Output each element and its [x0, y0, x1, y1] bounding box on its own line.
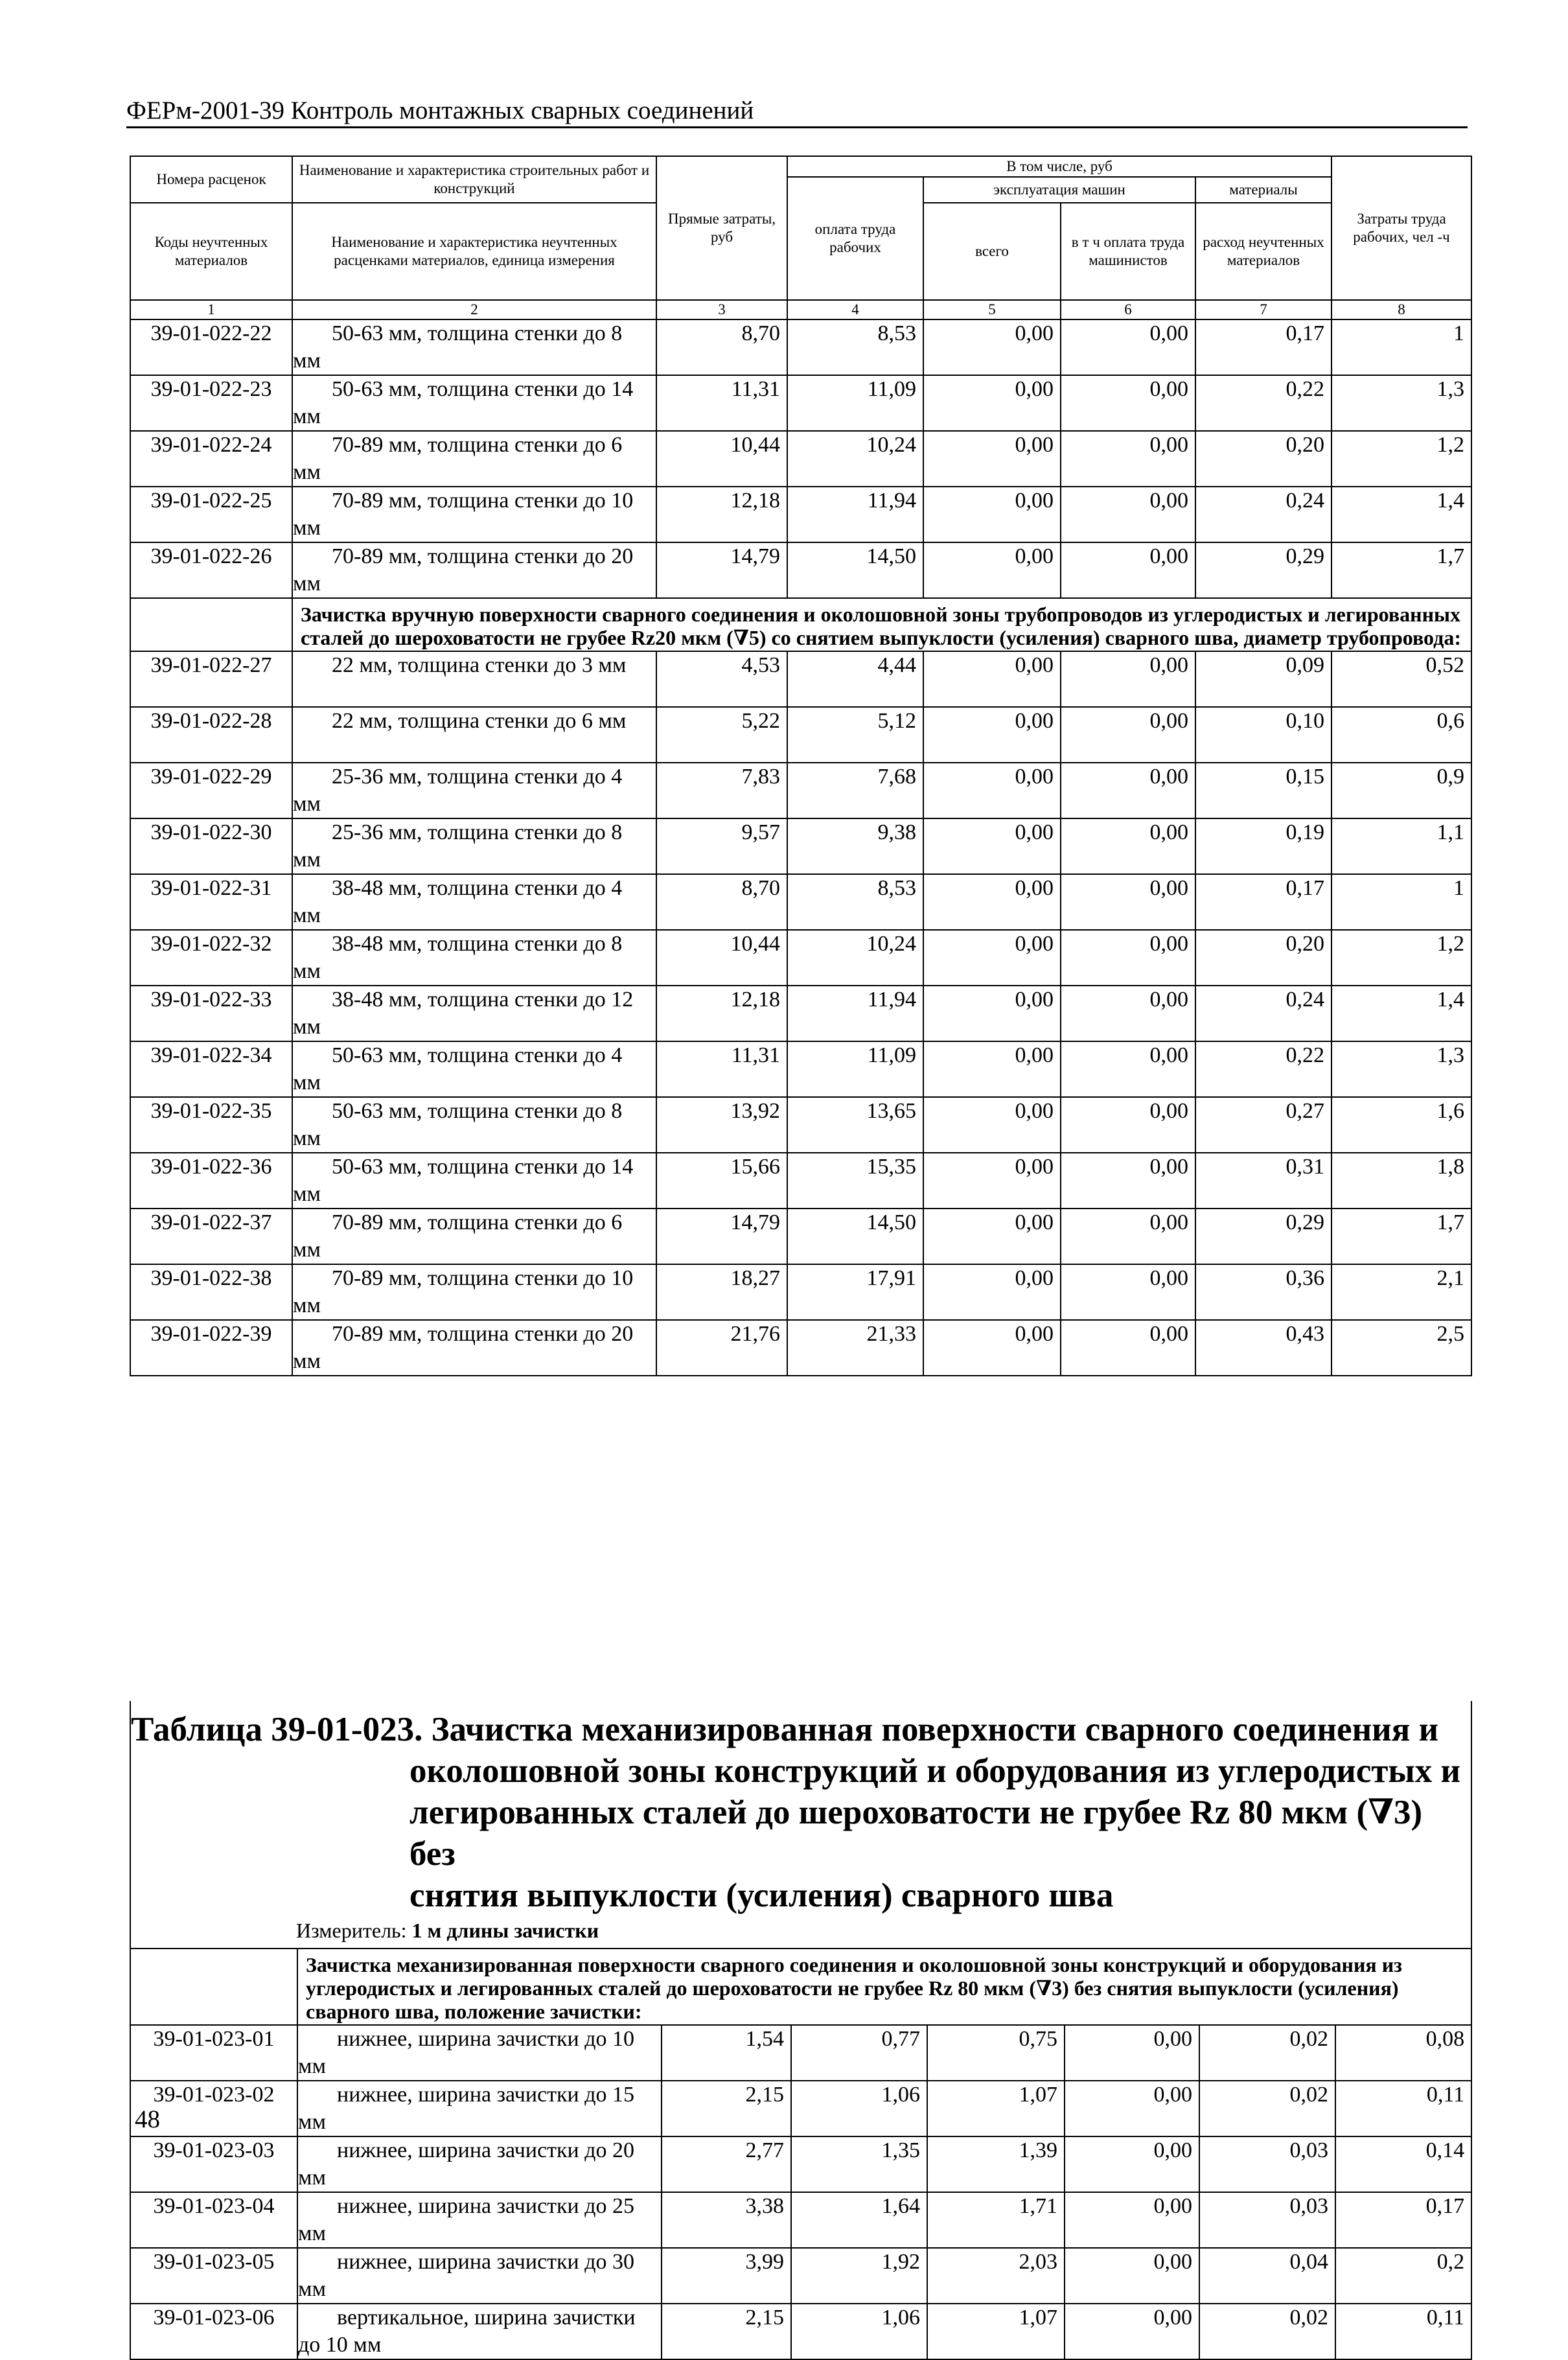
rate-code: 39-01-022-39	[130, 1320, 292, 1376]
col-header-rate-numbers: Номера расценок	[130, 156, 292, 203]
col-header-including: В том числе, руб	[787, 156, 1332, 177]
machine-total-value: 0,00	[923, 1320, 1061, 1376]
labor-costs-value: 2,1	[1332, 1264, 1471, 1320]
work-description: 70-89 мм, толщина стенки до 10 мм	[292, 1264, 656, 1320]
table-title-line: околошовной зоны конструкций и оборудования из углеродистых и	[409, 1752, 1461, 1790]
table-row	[130, 707, 1471, 763]
materials-value: 0,03	[1199, 2192, 1335, 2248]
work-description: нижнее, ширина зачистки до 15 мм	[297, 2081, 662, 2136]
direct-costs-value: 8,70	[656, 319, 787, 375]
table-row	[130, 2248, 1471, 2304]
table-row	[130, 651, 1471, 707]
machine-total-value: 0,00	[923, 651, 1061, 707]
materials-value: 0,20	[1195, 431, 1332, 487]
direct-costs-value: 12,18	[656, 986, 787, 1041]
materials-value: 0,27	[1195, 1097, 1332, 1153]
labor-costs-value: 0,11	[1335, 2304, 1471, 2359]
direct-costs-value: 5,22	[656, 707, 787, 763]
machine-total-value: 0,00	[923, 1264, 1061, 1320]
work-description: 38-48 мм, толщина стенки до 4 мм	[292, 874, 656, 930]
worker-pay-value: 7,68	[787, 763, 923, 818]
machinist-pay-value: 0,00	[1065, 2136, 1199, 2192]
machinist-pay-value: 0,00	[1061, 1320, 1195, 1376]
worker-pay-value: 1,92	[791, 2248, 927, 2304]
direct-costs-value: 4,53	[656, 651, 787, 707]
labor-costs-value: 0,14	[1335, 2136, 1471, 2192]
machine-total-value: 1,39	[927, 2136, 1065, 2192]
worker-pay-value: 1,64	[791, 2192, 927, 2248]
machinist-pay-value: 0,00	[1061, 1097, 1195, 1153]
work-description: 38-48 мм, толщина стенки до 8 мм	[292, 930, 656, 986]
worker-pay-value: 9,38	[787, 818, 923, 874]
work-description: 70-89 мм, толщина стенки до 6 мм	[292, 1209, 656, 1264]
materials-value: 0,24	[1195, 487, 1332, 542]
column-number: 1	[130, 300, 292, 319]
rate-code: 39-01-022-36	[130, 1153, 292, 1209]
machinist-pay-value: 0,00	[1065, 2304, 1199, 2359]
worker-pay-value: 1,06	[791, 2304, 927, 2359]
col-header-work-name: Наименование и характеристика строительных работ и конструкций	[292, 156, 656, 203]
table-row	[130, 431, 1471, 487]
work-description: 70-89 мм, толщина стенки до 6 мм	[292, 431, 656, 487]
work-description: 70-89 мм, толщина стенки до 20 мм	[292, 1320, 656, 1376]
direct-costs-value: 12,18	[656, 487, 787, 542]
labor-costs-value: 1,2	[1332, 431, 1471, 487]
labor-costs-value: 0,08	[1335, 2025, 1471, 2081]
col-header-material-codes: Коды неучтенных материалов	[130, 203, 292, 300]
machine-total-value: 0,00	[923, 375, 1061, 431]
machinist-pay-value: 0,00	[1061, 651, 1195, 707]
table-row	[130, 763, 1471, 818]
labor-costs-value: 1,7	[1332, 1209, 1471, 1264]
materials-value: 0,22	[1195, 1041, 1332, 1097]
table-row	[130, 1041, 1471, 1097]
materials-value: 0,09	[1195, 651, 1332, 707]
work-description: вертикальное, ширина зачистки до 10 мм	[297, 2304, 662, 2359]
work-description: 50-63 мм, толщина стенки до 8 мм	[292, 1097, 656, 1153]
machinist-pay-value: 0,00	[1061, 818, 1195, 874]
work-description: 25-36 мм, толщина стенки до 8 мм	[292, 818, 656, 874]
work-description: 50-63 мм, толщина стенки до 14 мм	[292, 1153, 656, 1209]
table-row	[130, 319, 1471, 375]
rate-code: 39-01-022-32	[130, 930, 292, 986]
labor-costs-value: 1,2	[1332, 930, 1471, 986]
machine-total-value: 0,75	[927, 2025, 1065, 2081]
machinist-pay-value: 0,00	[1061, 986, 1195, 1041]
column-number: 3	[656, 300, 787, 319]
col-header-material-name: Наименование и характеристика неучтенных расценками материалов, единица измерения	[292, 203, 656, 300]
col-header-worker-pay: оплата труда рабочих	[787, 177, 923, 300]
work-description: 70-89 мм, толщина стенки до 20 мм	[292, 542, 656, 598]
table-row	[130, 2304, 1471, 2359]
direct-costs-value: 10,44	[656, 431, 787, 487]
worker-pay-value: 1,06	[791, 2081, 927, 2136]
rate-code: 39-01-023-05	[130, 2248, 297, 2304]
col-header-material-usage: расход неучтенных материалов	[1195, 203, 1332, 300]
work-description: 22 мм, толщина стенки до 3 мм	[292, 651, 656, 707]
machinist-pay-value: 0,00	[1061, 930, 1195, 986]
direct-costs-value: 2,77	[662, 2136, 791, 2192]
section-row	[130, 598, 1471, 651]
machine-total-value: 0,00	[923, 431, 1061, 487]
worker-pay-value: 0,77	[791, 2025, 927, 2081]
table-row	[130, 874, 1471, 930]
rate-code: 39-01-022-26	[130, 542, 292, 598]
work-description: нижнее, ширина зачистки до 20 мм	[297, 2136, 662, 2192]
machinist-pay-value: 0,00	[1065, 2025, 1199, 2081]
machine-total-value: 0,00	[923, 874, 1061, 930]
worker-pay-value: 4,44	[787, 651, 923, 707]
materials-value: 0,02	[1199, 2081, 1335, 2136]
machinist-pay-value: 0,00	[1061, 375, 1195, 431]
table-title-line: Таблица 39-01-023. Зачистка механизированная поверхности сварного соединения и	[131, 1711, 1439, 1748]
rate-code: 39-01-022-28	[130, 707, 292, 763]
table-title-line: снятия выпуклости (усиления) сварного шва	[409, 1877, 1114, 1914]
direct-costs-value: 3,99	[662, 2248, 791, 2304]
rate-code: 39-01-022-29	[130, 763, 292, 818]
col-header-machine-total: всего	[923, 203, 1061, 300]
labor-costs-value: 1,1	[1332, 818, 1471, 874]
labor-costs-value: 1,6	[1332, 1097, 1471, 1153]
direct-costs-value: 9,57	[656, 818, 787, 874]
machine-total-value: 0,00	[923, 1209, 1061, 1264]
machine-total-value: 0,00	[923, 487, 1061, 542]
page-header-title: ФЕРм-2001-39 Контроль монтажных сварных соединений	[126, 96, 1468, 128]
rate-code: 39-01-022-23	[130, 375, 292, 431]
machinist-pay-value: 0,00	[1065, 2192, 1199, 2248]
machine-total-value: 0,00	[923, 319, 1061, 375]
labor-costs-value: 0,9	[1332, 763, 1471, 818]
direct-costs-value: 15,66	[656, 1153, 787, 1209]
work-description: нижнее, ширина зачистки до 30 мм	[297, 2248, 662, 2304]
rates-table-023	[130, 1701, 1472, 2360]
worker-pay-value: 10,24	[787, 431, 923, 487]
work-description: нижнее, ширина зачистки до 10 мм	[297, 2025, 662, 2081]
work-description: 50-63 мм, толщина стенки до 4 мм	[292, 1041, 656, 1097]
work-description: 38-48 мм, толщина стенки до 12 мм	[292, 986, 656, 1041]
materials-value: 0,31	[1195, 1153, 1332, 1209]
worker-pay-value: 8,53	[787, 319, 923, 375]
machinist-pay-value: 0,00	[1061, 707, 1195, 763]
machinist-pay-value: 0,00	[1061, 1153, 1195, 1209]
work-description: нижнее, ширина зачистки до 25 мм	[297, 2192, 662, 2248]
section-label: Зачистка вручную поверхности сварного соединения и околошовной зоны трубопроводов из углеродистых и легированных сталей до шероховатости не грубее Rz20 мкм (∇5) со снятием выпуклости (усиления) сварного шва, диаметр трубопровода:	[292, 598, 1471, 651]
table-row	[130, 930, 1471, 986]
table-row	[130, 1153, 1471, 1209]
machinist-pay-value: 0,00	[1061, 542, 1195, 598]
machinist-pay-value: 0,00	[1061, 1264, 1195, 1320]
table-row	[130, 1209, 1471, 1264]
worker-pay-value: 13,65	[787, 1097, 923, 1153]
labor-costs-value: 1,3	[1332, 375, 1471, 431]
rate-code: 39-01-023-03	[130, 2136, 297, 2192]
machinist-pay-value: 0,00	[1061, 1209, 1195, 1264]
rate-code: 39-01-022-25	[130, 487, 292, 542]
labor-costs-value: 1,3	[1332, 1041, 1471, 1097]
table-row	[130, 2081, 1471, 2136]
work-description: 70-89 мм, толщина стенки до 10 мм	[292, 487, 656, 542]
labor-costs-value: 1	[1332, 319, 1471, 375]
labor-costs-value: 1,7	[1332, 542, 1471, 598]
worker-pay-value: 5,12	[787, 707, 923, 763]
table-row	[130, 1097, 1471, 1153]
machine-total-value: 0,00	[923, 818, 1061, 874]
rate-code: 39-01-023-01	[130, 2025, 297, 2081]
rate-code: 39-01-022-34	[130, 1041, 292, 1097]
table-row	[130, 1320, 1471, 1376]
direct-costs-value: 11,31	[656, 1041, 787, 1097]
column-number: 4	[787, 300, 923, 319]
machinist-pay-value: 0,00	[1061, 763, 1195, 818]
materials-value: 0,22	[1195, 375, 1332, 431]
machine-total-value: 0,00	[923, 763, 1061, 818]
worker-pay-value: 14,50	[787, 1209, 923, 1264]
direct-costs-value: 21,76	[656, 1320, 787, 1376]
table-row	[130, 986, 1471, 1041]
work-description: 25-36 мм, толщина стенки до 4 мм	[292, 763, 656, 818]
worker-pay-value: 11,94	[787, 487, 923, 542]
machine-total-value: 0,00	[923, 707, 1061, 763]
machine-total-value: 0,00	[923, 542, 1061, 598]
rate-code: 39-01-022-33	[130, 986, 292, 1041]
rate-code: 39-01-022-38	[130, 1264, 292, 1320]
labor-costs-value: 1,4	[1332, 986, 1471, 1041]
labor-costs-value: 1	[1332, 874, 1471, 930]
work-description: 50-63 мм, толщина стенки до 8 мм	[292, 319, 656, 375]
worker-pay-value: 11,09	[787, 1041, 923, 1097]
col-header-machine-operation: эксплуатация машин	[923, 177, 1195, 203]
materials-value: 0,02	[1199, 2304, 1335, 2359]
labor-costs-value: 2,5	[1332, 1320, 1471, 1376]
machine-total-value: 1,71	[927, 2192, 1065, 2248]
col-header-labor-costs: Затраты труда рабочих, чел -ч	[1332, 156, 1471, 300]
materials-value: 0,03	[1199, 2136, 1335, 2192]
materials-value: 0,24	[1195, 986, 1332, 1041]
materials-value: 0,17	[1195, 319, 1332, 375]
table-row	[130, 487, 1471, 542]
direct-costs-value: 2,15	[662, 2304, 791, 2359]
column-number: 6	[1061, 300, 1195, 319]
machinist-pay-value: 0,00	[1065, 2081, 1199, 2136]
materials-value: 0,02	[1199, 2025, 1335, 2081]
materials-value: 0,43	[1195, 1320, 1332, 1376]
measure-unit	[131, 1919, 1471, 1948]
col-header-machinist-pay: в т ч оплата труда машинистов	[1061, 203, 1195, 300]
page-number: 48	[135, 2105, 160, 2133]
table-row	[130, 542, 1471, 598]
labor-costs-value: 1,4	[1332, 487, 1471, 542]
direct-costs-value: 3,38	[662, 2192, 791, 2248]
worker-pay-value: 21,33	[787, 1320, 923, 1376]
labor-costs-value: 1,8	[1332, 1153, 1471, 1209]
machine-total-value: 2,03	[927, 2248, 1065, 2304]
labor-costs-value: 0,2	[1335, 2248, 1471, 2304]
materials-value: 0,29	[1195, 1209, 1332, 1264]
machine-total-value: 1,07	[927, 2081, 1065, 2136]
materials-value: 0,15	[1195, 763, 1332, 818]
measure-value: 1 м длины зачистки	[411, 1919, 599, 1942]
direct-costs-value: 8,70	[656, 874, 787, 930]
direct-costs-value: 10,44	[656, 930, 787, 986]
direct-costs-value: 14,79	[656, 1209, 787, 1264]
rate-code: 39-01-023-02	[130, 2081, 297, 2136]
table-title	[131, 1701, 1471, 1919]
direct-costs-value: 14,79	[656, 542, 787, 598]
table-title-line: легированных сталей до шероховатости не грубее Rz 80 мкм (∇3) без	[409, 1794, 1423, 1873]
section-row	[130, 1949, 1471, 2025]
column-number: 8	[1332, 300, 1471, 319]
labor-costs-value: 0,17	[1335, 2192, 1471, 2248]
worker-pay-value: 11,09	[787, 375, 923, 431]
worker-pay-value: 11,94	[787, 986, 923, 1041]
rate-code: 39-01-023-06	[130, 2304, 297, 2359]
direct-costs-value: 18,27	[656, 1264, 787, 1320]
labor-costs-value: 0,52	[1332, 651, 1471, 707]
machinist-pay-value: 0,00	[1061, 487, 1195, 542]
measure-label: Измеритель:	[296, 1919, 407, 1942]
rate-code: 39-01-022-24	[130, 431, 292, 487]
rates-table-022	[130, 156, 1472, 1376]
worker-pay-value: 17,91	[787, 1264, 923, 1320]
machinist-pay-value: 0,00	[1061, 431, 1195, 487]
materials-value: 0,04	[1199, 2248, 1335, 2304]
rate-code: 39-01-022-37	[130, 1209, 292, 1264]
machine-total-value: 0,00	[923, 930, 1061, 986]
machine-total-value: 0,00	[923, 1041, 1061, 1097]
rate-code: 39-01-022-27	[130, 651, 292, 707]
section-label: Зачистка механизированная поверхности сварного соединения и околошовной зоны конструкций и оборудования из углеродистых и легированных сталей до шероховатости не грубее Rz 80 мкм (∇3) без снятия выпуклости (усиления) сварного шва, положение зачистки:	[297, 1949, 1471, 2025]
table-row	[130, 818, 1471, 874]
column-number: 5	[923, 300, 1061, 319]
worker-pay-value: 10,24	[787, 930, 923, 986]
work-description: 22 мм, толщина стенки до 6 мм	[292, 707, 656, 763]
direct-costs-value: 1,54	[662, 2025, 791, 2081]
direct-costs-value: 2,15	[662, 2081, 791, 2136]
worker-pay-value: 14,50	[787, 542, 923, 598]
table-row	[130, 2136, 1471, 2192]
labor-costs-value: 0,6	[1332, 707, 1471, 763]
table-row	[130, 2192, 1471, 2248]
direct-costs-value: 11,31	[656, 375, 787, 431]
rate-code: 39-01-022-31	[130, 874, 292, 930]
work-description: 50-63 мм, толщина стенки до 14 мм	[292, 375, 656, 431]
worker-pay-value: 15,35	[787, 1153, 923, 1209]
table-row	[130, 375, 1471, 431]
machine-total-value: 1,07	[927, 2304, 1065, 2359]
rate-code: 39-01-023-04	[130, 2192, 297, 2248]
materials-value: 0,17	[1195, 874, 1332, 930]
machine-total-value: 0,00	[923, 986, 1061, 1041]
machinist-pay-value: 0,00	[1065, 2248, 1199, 2304]
direct-costs-value: 13,92	[656, 1097, 787, 1153]
column-number: 2	[292, 300, 656, 319]
col-header-materials: материалы	[1195, 177, 1332, 203]
labor-costs-value: 0,11	[1335, 2081, 1471, 2136]
table-row	[130, 1264, 1471, 1320]
worker-pay-value: 1,35	[791, 2136, 927, 2192]
rate-code: 39-01-022-22	[130, 319, 292, 375]
rate-code: 39-01-022-35	[130, 1097, 292, 1153]
worker-pay-value: 8,53	[787, 874, 923, 930]
machinist-pay-value: 0,00	[1061, 319, 1195, 375]
materials-value: 0,10	[1195, 707, 1332, 763]
col-header-direct-costs: Прямые затраты, руб	[656, 156, 787, 300]
direct-costs-value: 7,83	[656, 763, 787, 818]
machinist-pay-value: 0,00	[1061, 874, 1195, 930]
materials-value: 0,29	[1195, 542, 1332, 598]
materials-value: 0,19	[1195, 818, 1332, 874]
table-row	[130, 2025, 1471, 2081]
materials-value: 0,20	[1195, 930, 1332, 986]
column-number: 7	[1195, 300, 1332, 319]
machine-total-value: 0,00	[923, 1153, 1061, 1209]
rate-code: 39-01-022-30	[130, 818, 292, 874]
machinist-pay-value: 0,00	[1061, 1041, 1195, 1097]
column-numbers-row	[130, 300, 1471, 319]
materials-value: 0,36	[1195, 1264, 1332, 1320]
machine-total-value: 0,00	[923, 1097, 1061, 1153]
